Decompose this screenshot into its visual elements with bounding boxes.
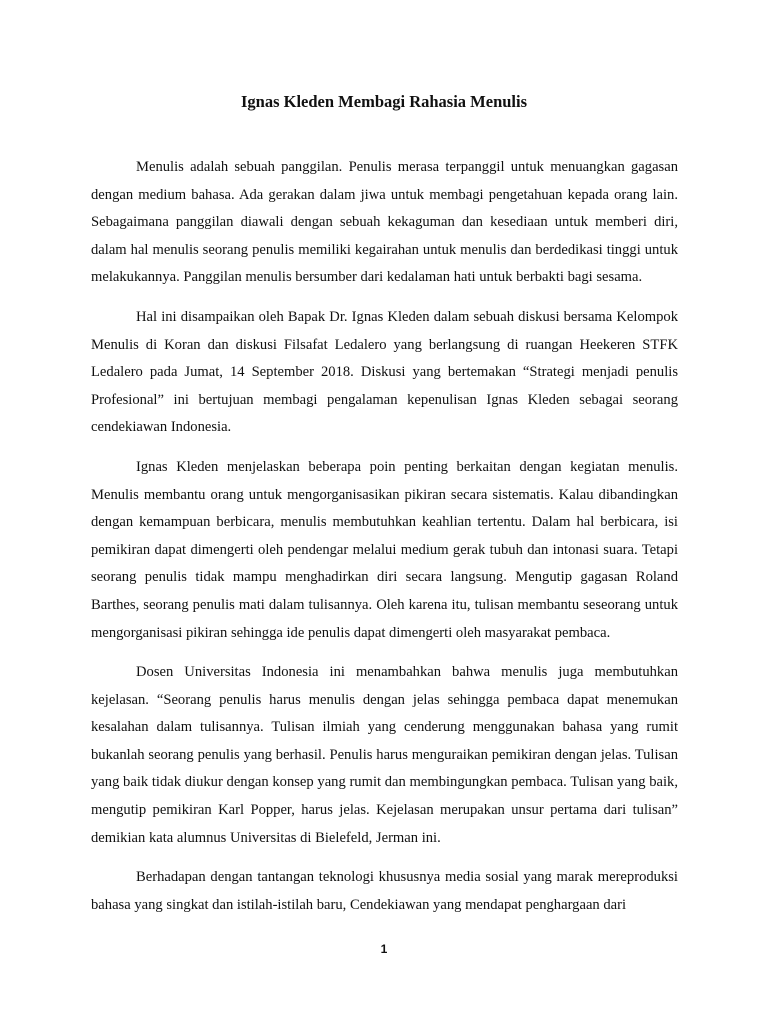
- paragraph-5: Berhadapan dengan tantangan teknologi khususnya media sosial yang marak mereproduksi bahasa yang singkat dan istilah-istilah baru, Cendekiawan yang mendapat penghargaan dari: [91, 869, 678, 913]
- paragraph-2: Hal ini disampaikan oleh Bapak Dr. Ignas Kleden dalam sebuah diskusi bersama Kelompok Menulis di Koran dan diskusi Filsafat Ledalero yang berlangsung di ruangan Heekeren STFK Ledalero pada Jumat, 14 September 2018. Diskusi yang bertemakan “Strategi menjadi penulis Profesional” ini bertujuan membagi pengalaman kepenulisan Ignas Kleden sebagai seorang cendekiawan Indonesia.: [91, 308, 678, 436]
- paragraph-1: Menulis adalah sebuah panggilan. Penulis merasa terpanggil untuk menuangkan gagasan dengan medium bahasa. Ada gerakan dalam jiwa untuk membagi pengetahuan kepada orang lain. Sebagaimana panggilan diawali dengan sebuah kekaguman dan kesediaan untuk memberi diri, dalam hal menulis seorang penulis memiliki kegairahan untuk menulis dan berdedikasi tinggi untuk melakukannya. Panggilan menulis bersumber dari kedalaman hati untuk berbakti bagi sesama.: [91, 159, 678, 286]
- document-body: [91, 154, 678, 931]
- page-number: 1: [380, 942, 388, 956]
- paragraph-3: Ignas Kleden menjelaskan beberapa poin penting berkaitan dengan kegiatan menulis. Menulis membantu orang untuk mengorganisasikan pikiran secara sistematis. Kalau dibandingkan dengan kemampuan berbicara, menulis membutuhkan keahlian tertentu. Dalam hal berbicara, isi pemikiran dapat dimengerti oleh pendengar melalui medium gerak tubuh dan intonasi suara. Tetapi seorang penulis tidak mampu menghadirkan diri secara langsung. Mengutip gagasan Roland Barthes, seorang penulis mati dalam tulisannya. Oleh karena itu, tulisan membantu seseorang untuk mengorganisasi pikiran sehingga ide penulis dapat dimengerti oleh masyarakat pembaca.: [91, 458, 678, 641]
- paragraph-4: Dosen Universitas Indonesia ini menambahkan bahwa menulis juga membutuhkan kejelasan. “Seorang penulis harus menulis dengan jelas sehingga pembaca dapat menemukan kesalahan dalam tulisannya. Tulisan ilmiah yang cenderung menggunakan bahasa yang rumit bukanlah seorang penulis yang berhasil. Penulis harus menguraikan pemikiran dengan jelas. Tulisan yang baik tidak diukur dengan konsep yang rumit dan membingungkan pembaca. Tulisan yang baik, mengutip pemikiran Karl Popper, harus jelas. Kejelasan merupakan unsur pertama dari tulisan” demikian kata alumnus Universitas di Bielefeld, Jerman ini.: [91, 664, 678, 846]
- document-title: Ignas Kleden Membagi Rahasia Menulis: [240, 92, 528, 111]
